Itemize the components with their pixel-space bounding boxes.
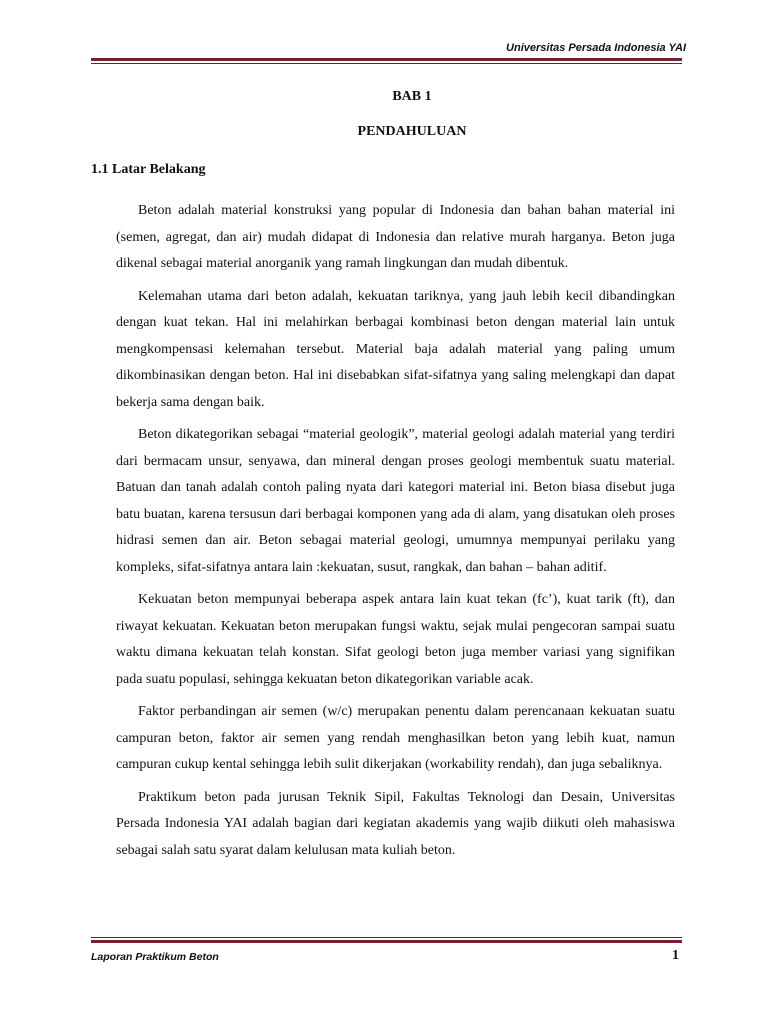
header-rule (91, 58, 682, 64)
body-text (116, 198, 675, 870)
header-university: Universitas Persada Indonesia YAI (506, 42, 686, 54)
paragraph-2: Kelemahan utama dari beton adalah, kekuatan tariknya, yang jauh lebih kecil dibandingkan dengan kuat tekan. Hal ini melahirkan berbagai kombinasi beton dengan material lain untuk mengkompensasi kelemahan tersebut. Material baja adalah material yang paling umum dikombinasikan dengan beton. Hal ini disebabkan sifat-sifatnya yang saling melengkapi dan dapat bekerja sama dengan baik. (116, 288, 675, 410)
paragraph-3: Beton dikategorikan sebagai “material geologik”, material geologi adalah material yang terdiri dari bermacam unsur, senyawa, dan mineral dengan proses geologi membentuk suatu material. Batuan dan tanah adalah contoh paling nyata dari kategori material ini. Beton biasa disebut juga batu buatan, karena tersusun dari berbagai komponen yang ada di alam, yang disatukan oleh proses hidrasi semen dan air. Beton sebagai material geologi, umumnya mempunyai perilaku yang kompleks, sifat-sifatnya antara lain :kekuatan, susut, rangkak, dan bahan – bahan aditif. (116, 427, 675, 575)
footer-rule (91, 937, 682, 943)
paragraph-6: Praktikum beton pada jurusan Teknik Sipil, Fakultas Teknologi dan Desain, Universitas Persada Indonesia YAI adalah bagian dari kegiatan akademis yang wajib diikuti oleh mahasiswa sebagai salah satu syarat dalam kelulusan mata kuliah beton. (116, 789, 675, 858)
page-number: 1 (672, 948, 679, 963)
paragraph-5: Faktor perbandingan air semen (w/c) merupakan penentu dalam perencanaan kekuatan suatu campuran beton, faktor air semen yang rendah menghasilkan beton yang lebih kuat, namun campuran cukup kental sehingga lebih sulit dikerjakan (workability rendah), dan juga sebaliknya. (116, 704, 675, 772)
paragraph-1: Beton adalah material konstruksi yang popular di Indonesia dan bahan bahan material ini (semen, agregat, dan air) mudah didapat di Indonesia dan relative murah harganya. Beton juga dikenal sebagai material anorganik yang ramah lingkungan dan mudah dibentuk. (116, 203, 675, 271)
section-heading: 1.1 Latar Belakang (91, 162, 206, 177)
footer-title: Laporan Praktikum Beton (91, 951, 219, 963)
paragraph-4: Kekuatan beton mempunyai beberapa aspek antara lain kuat tekan (fc’), kuat tarik (ft), dan riwayat kekuatan. Kekuatan beton merupakan fungsi waktu, sejak mulai pengecoran sampai suatu waktu dimana kekuatan telah konstan. Sifat geologi beton juga member variasi yang signifikan pada suatu populasi, sehingga kekuatan beton dikategorikan variable acak. (116, 592, 675, 687)
chapter-title: PENDAHULUAN (357, 124, 467, 139)
chapter-number: BAB 1 (392, 89, 432, 104)
